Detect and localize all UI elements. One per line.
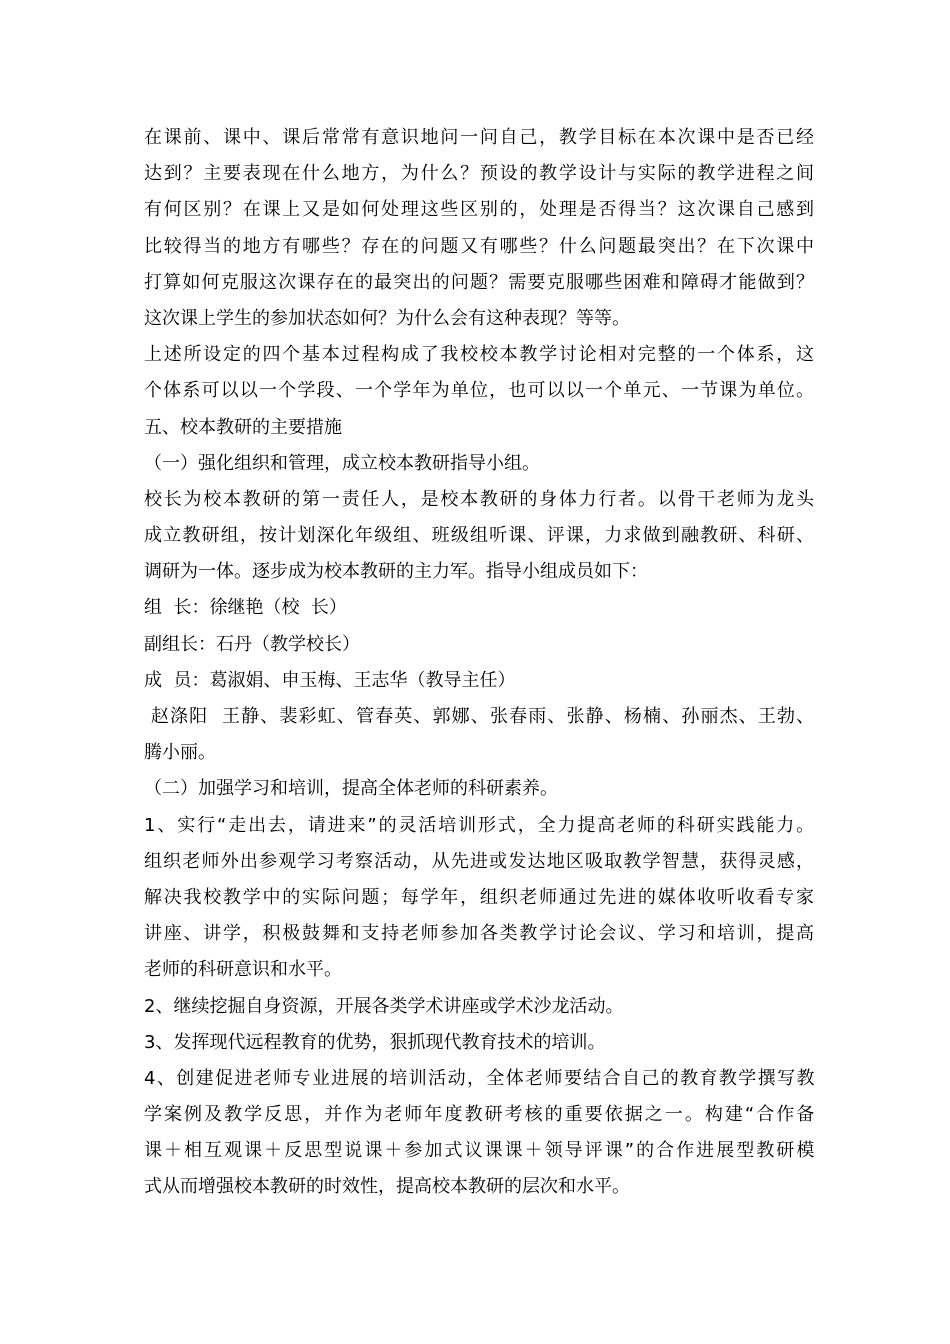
text-line: 上述所设定的四个基本过程构成了我校校本教学讨论相对完整的一个体系，这 [144,344,816,366]
text-line: 解决我校教学中的实际问题；每学年，组织老师通过先进的媒体收听收看专家 [144,886,816,908]
subsection-heading: （一）强化组织和管理，成立校本教研指导小组。 [144,452,540,474]
section-heading: 五、校本教研的主要措施 [144,416,342,438]
document-body [144,120,817,1206]
text-line: 组织老师外出参观学习考察活动，从先进或发达地区吸取教学智慧，获得灵感， [144,850,816,872]
text-line: 打算如何克服这次课存在的最突出的问题？需要克服哪些困难和障碍才能做到？ [144,271,816,293]
list-item-1: 1、实行“走出去，请进来”的灵活培训形式，全力提高老师的科研实践能力。 [144,814,816,836]
text-line: 达到？主要表现在什么地方，为什么？预设的教学设计与实际的教学进程之间 [144,163,816,185]
list-item-2: 2、继续挖掘自身资源，开展各类学术讲座或学术沙龙活动。 [144,995,624,1017]
member-list: 成 员：葛淑娟、申玉梅、王志华（教导主任） [144,669,516,691]
text-line: 比较得当的地方有哪些？存在的问题又有哪些？什么问题最突出？在下次课中 [144,235,816,257]
text-line: 课＋相互观课＋反思型说课＋参加式议课课＋领导评课”的合作进展型教研模 [144,1140,817,1162]
member-list-end: 腾小丽。 [144,742,216,764]
member-list-continued: 赵涤阳 王静、裴彩虹、管春英、郭娜、张春雨、张静、杨楠、孙丽杰、王勃、 [144,706,816,727]
member-leader: 组 长：徐继艳（校 长） [144,597,347,619]
text-line: 校长为校本教研的第一责任人，是校本教研的身体力行者。以骨干老师为龙头 [144,488,816,510]
list-item-3: 3、发挥现代远程教育的优势，狠抓现代教育技术的培训。 [144,1031,606,1053]
text-line: 式从而增强校本教研的时效性，提高校本教研的层次和水平。 [144,1176,630,1198]
text-line: 成立教研组，按计划深化年级组、班级组听课、评课，力求做到融教研、科研、 [144,525,816,547]
text-line: 这次课上学生的参加状态如何？为什么会有这种表现？等等。 [144,307,630,329]
text-line: 在课前、课中、课后常常有意识地问一问自己，教学目标在本次课中是否已经 [144,127,816,148]
text-line: 个体系可以以一个学段、一个学年为单位，也可以以一个单元、一节课为单位。 [144,380,816,402]
text-line: 有何区别？在课上又是如何处理这些区别的，处理是否得当？这次课自己感到 [144,199,816,221]
list-item-4: 4、创建促进老师专业进展的培训活动，全体老师要结合自己的教育教学撰写教 [144,1067,816,1089]
text-line: 讲座、讲学，积极鼓舞和支持老师参加各类教学讨论会议、学习和培训，提高 [144,923,816,945]
subsection-heading: （二）加强学习和培训，提高全体老师的科研素养。 [144,778,558,800]
text-line: 老师的科研意识和水平。 [144,959,342,981]
text-line: 学案例及教学反思，并作为老师年度教研考核的重要依据之一。构建“合作备 [144,1104,817,1126]
member-deputy: 副组长：石丹（教学校长） [144,633,360,655]
text-line: 调研为一体。逐步成为校本教研的主力军。指导小组成员如下： [144,561,648,583]
